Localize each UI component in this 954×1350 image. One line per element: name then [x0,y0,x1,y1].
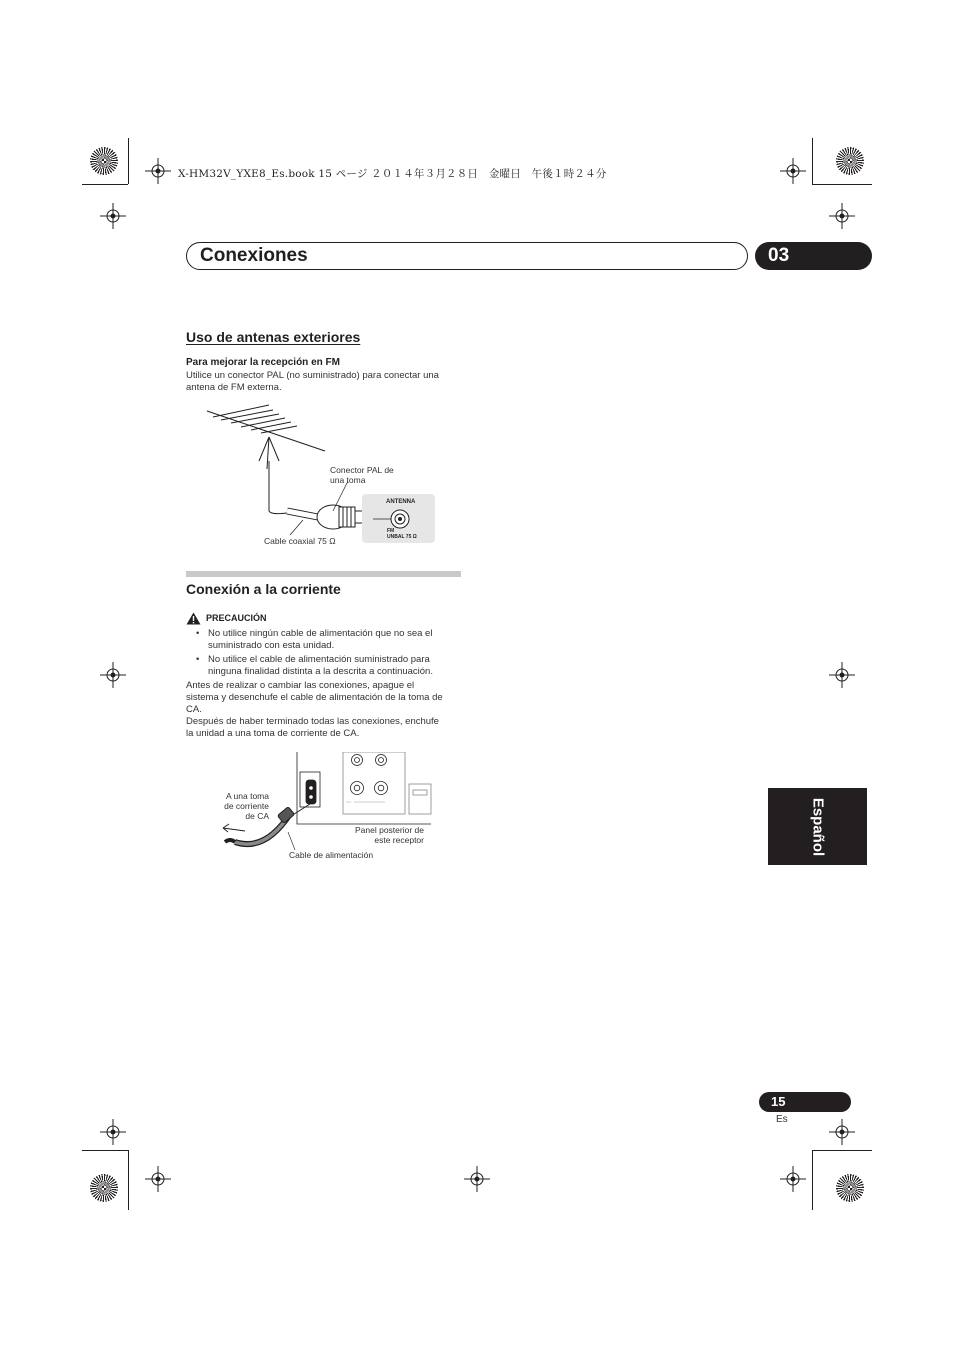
registration-mark-icon [100,203,126,229]
registration-mark-icon [100,662,126,688]
antenna-text [186,370,439,394]
registration-mark-icon [464,1166,490,1192]
bullet-dot: • [196,654,200,665]
text-line: sistema y desenchufe el cable de alimentación de la toma de [186,692,443,703]
starburst-target-icon [90,147,118,175]
crop-mark [82,1150,128,1151]
label-line: una toma [330,475,366,485]
antenna-diagram [205,403,445,548]
text-line: Antes de realizar o cambiar las conexiones, apague el [186,680,415,691]
section-rule [186,571,461,577]
registration-mark-icon [100,1119,126,1145]
crop-mark [812,1150,813,1210]
registration-mark-icon [145,158,171,184]
panel-sub1: FM [387,528,395,534]
power-paragraph-2 [186,716,439,740]
text-line: antena de FM externa. [186,382,282,393]
panel-label [330,825,424,845]
language-tab-label: Español [809,797,826,856]
section-heading-power: Conexión a la corriente [186,581,341,597]
subheading-fm: Para mejorar la recepción en FM [186,357,340,368]
starburst-target-icon [90,1174,118,1202]
antenna-icon [207,405,325,514]
bullet-line: ninguna finalidad distinta a la descrita a continuación. [208,666,433,677]
starburst-target-icon [836,1174,864,1202]
file-header: X-HM32V_YXE8_Es.book 15 ページ ２０１４年３月２８日 金曜日 午後１時２４分 [178,168,607,180]
text-line: Después de haber terminado todas las conexiones, enchufe [186,716,439,727]
registration-mark-icon [829,662,855,688]
label-line: Conector PAL de [330,465,394,475]
language-tab [768,788,867,865]
label-line: de corriente [224,801,269,811]
panel-sub2: UNBAL 75 Ω [387,534,417,540]
label-line: este receptor [374,835,424,845]
chapter-number: 03 [755,242,872,270]
cord-label: Cable de alimentación [289,850,374,860]
registration-mark-icon [145,1166,171,1192]
bullet-line: No utilice el cable de alimentación suministrado para [208,654,430,665]
crop-mark [812,184,872,185]
crop-mark [812,1150,872,1151]
outlet-label [213,791,269,821]
registration-mark-icon [829,203,855,229]
registration-mark-icon [829,1119,855,1145]
label-line: A una toma [225,791,269,801]
bullet-line: No utilice ningún cable de alimentación que no sea el [208,628,433,639]
caution-label: PRECAUCIÓN [206,613,267,623]
cable-label: Cable coaxial 75 Ω [264,536,336,546]
section-heading-antenna: Uso de antenas exteriores [186,329,361,345]
crop-mark [128,1150,129,1210]
page-language: Es [776,1114,788,1125]
registration-mark-icon [780,158,806,184]
starburst-target-icon [836,147,864,175]
crop-mark [812,138,813,184]
registration-mark-icon [780,1166,806,1192]
bullet-dot: • [196,628,200,639]
text-line: la unidad a una toma de corriente de CA. [186,728,360,739]
bullet-line: suministrado con esta unidad. [208,640,335,651]
text-line: CA. [186,704,202,715]
label-line: Panel posterior de [355,825,424,835]
crop-mark [82,184,128,185]
pal-connector-icon [317,505,363,529]
text-line: Utilice un conector PAL (no suministrado) para conectar una [186,370,439,381]
bullet-item [196,628,433,652]
power-paragraph-1 [186,680,443,716]
warning-icon [186,612,201,625]
connector-label [330,465,394,485]
bullet-item [196,654,433,678]
panel-title: ANTENNA [386,499,416,505]
label-line: de CA [245,811,269,821]
crop-mark [128,138,129,184]
page-number: 15 [759,1092,851,1112]
rear-panel-icon [297,752,431,824]
chapter-title: Conexiones [200,245,308,266]
